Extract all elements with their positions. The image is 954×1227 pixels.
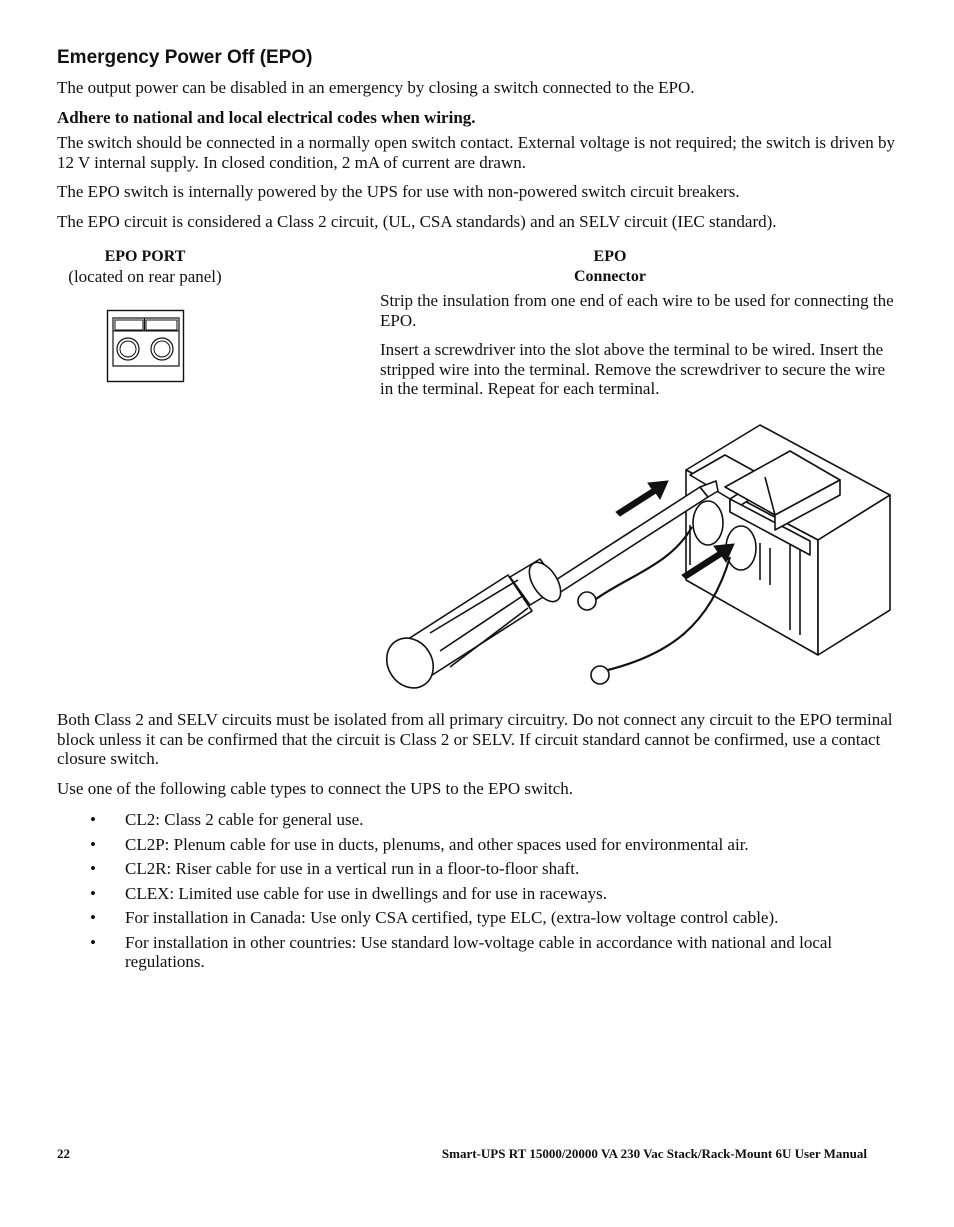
- list-item: • For installation in Canada: Use only CSA certified, type ELC, (extra-low voltage control cable).: [90, 908, 779, 927]
- screwdriver: [377, 481, 718, 695]
- cable-intro: Use one of the following cable types to connect the UPS to the EPO switch.: [57, 779, 574, 798]
- bullet-icon: •: [90, 834, 96, 854]
- epo-connector-subtitle: Connector: [574, 268, 646, 285]
- epo-port-drawing: [106, 309, 186, 384]
- bullet-icon: •: [90, 859, 96, 878]
- epo-step-2: Insert a screwdriver into the slot above the terminal to be wired. Insert the stripped wire into the terminal. Remove the screwdriver to secure the wire in the terminal. Repeat for each terminal.: [380, 340, 886, 398]
- page-number: 22: [57, 1146, 70, 1161]
- list-item: • CLEX: Limited use cable for use in dwellings and for use in raceways.: [90, 883, 608, 903]
- bullet-icon: •: [90, 810, 96, 829]
- switch-paragraph: The switch should be connected in a normally open switch contact. External voltage is not required; the switch is driven by 12 V internal supply. In closed condition, 2 mA of current are drawn.: [57, 133, 895, 172]
- wire-end-1: [578, 592, 596, 610]
- intro-paragraph: The output power can be disabled in an emergency by closing a switch connected to the EPO.: [57, 78, 695, 97]
- epo-wiring-illustration: [370, 415, 900, 695]
- manual-title: Smart-UPS RT 15000/20000 VA 230 Vac Stack/Rack-Mount 6U User Manual: [441, 1146, 867, 1161]
- power-paragraph: The EPO switch is internally powered by the UPS for use with non-powered switch circuit breakers.: [57, 182, 740, 201]
- list-item: • CL2: Class 2 cable for general use.: [90, 810, 364, 829]
- wire-end-2: [591, 666, 609, 684]
- arrow-icon: [616, 481, 668, 516]
- epo-step-1: Strip the insulation from one end of each wire to be used for connecting the EPO.: [380, 291, 894, 330]
- section-heading: Emergency Power Off (EPO): [57, 47, 313, 68]
- bullet-icon: •: [90, 883, 96, 903]
- list-item: • For installation in other countries: Use standard low-voltage cable in accordance with national and local regulations.: [90, 932, 833, 971]
- epo-connector-title: EPO: [593, 248, 627, 265]
- wiring-warning: Adhere to national and local electrical codes when wiring.: [57, 108, 476, 127]
- isolation-paragraph: Both Class 2 and SELV circuits must be isolated from all primary circuitry. Do not connect any circuit to the EPO terminal block unless it can be confirmed that the circuit is Class 2 or SELV. If circuit standard cannot be confirmed, use a contact closure switch.: [57, 710, 893, 768]
- epo-connector-label: [540, 247, 680, 287]
- terminal-block: [686, 425, 890, 655]
- epo-port-label: [50, 247, 240, 287]
- epo-port-subtitle: (located on rear panel): [68, 267, 222, 286]
- class2-paragraph: The EPO circuit is considered a Class 2 circuit, (UL, CSA standards) and an SELV circuit (IEC standard).: [57, 212, 777, 231]
- list-item: • CL2P: Plenum cable for use in ducts, plenums, and other spaces used for environmental air.: [90, 834, 749, 854]
- epo-port-title: EPO PORT: [104, 248, 186, 265]
- bullet-icon: •: [90, 908, 96, 927]
- bullet-icon: •: [90, 932, 96, 952]
- list-item: • CL2R: Riser cable for use in a vertical run in a floor-to-floor shaft.: [90, 859, 580, 878]
- cable-type-list: [57, 810, 902, 977]
